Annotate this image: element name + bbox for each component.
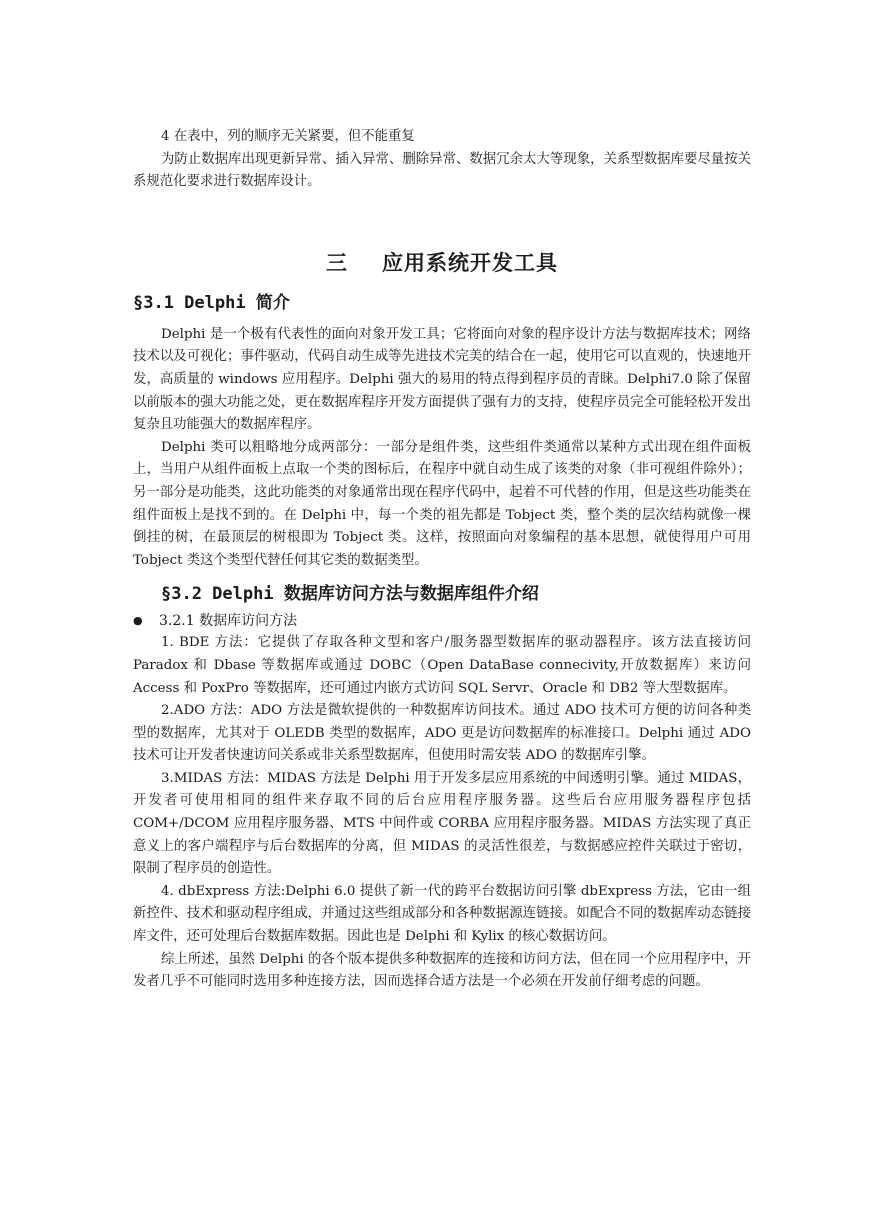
- intro-paragraph-2: 为防止数据库出现更新异常、插入异常、删除异常、数据冗余太大等现象，关系型数据库要尽量按关系规范化要求进行数据库设计。: [133, 151, 751, 190]
- section-3-1-paragraph-1: Delphi 是一个极有代表性的面向对象开发工具；它将面向对象的程序设计方法与数据库技术；网络技术以及可视化；事件驱动，代码自动生成等先进技术完美的结合在一起，使用它可以直观的，快速地开发，高质量的 windows 应用程序。Delphi 强大的易用的特点得到程序员的青睐。Delphi7.0 除了保留以前版本的强大功能之处，更在数据库程序开发方面提供了强有力的支持，使程序员完全可能轻松开发出复杂且功能强大的数据库程序。: [133, 326, 751, 433]
- chapter-number: 三: [326, 250, 348, 275]
- method-item-midas: 3.MIDAS 方法：MIDAS 方法是 Delphi 用于开发多层应用系统的中间透明引擎。通过 MIDAS，开发者可使用相同的组件来存取不同的后台应用程序服务器。这些后台应用服务器程序包括 COM+/DCOM 应用程序服务器、MTS 中间件或 CORBA 应用程序服务器。MIDAS 方法实现了真正意义上的客户端程序与后台数据库的分离，但 MIDAS 的灵活性很差，与数据感应控件关联过于密切，限制了程序员的创造性。: [133, 770, 751, 877]
- subsection-heading: 3.2.1 数据库访问方法: [159, 613, 298, 630]
- method-item-bde: 1. BDE 方法：它提供了存取各种文型和客户/服务器型数据库的驱动器程序。该方法直接访问 Paradox 和 Dbase 等数据库或通过 DOBC（Open DataBase connecivity,开放数据库）来访问 Access 和 PoxPro 等数据库，还可通过内嵌方式访问 SQL Servr、Oracle 和 DB2 等大型数据库。: [133, 635, 751, 696]
- subsection-heading-row: [133, 610, 751, 632]
- method-item-dbexpress: 4. dbExpress 方法:Delphi 6.0 提供了新一代的跨平台数据访问引擎 dbExpress 方法，它由一组新控件、技术和驱动程序组成，并通过这些组成部分和各种数据源连链接。如配合不同的数据库动态链接库文件，还可处理后台数据库数据。因此也是 Delphi 和 Kylix 的核心数据访问。: [133, 883, 751, 945]
- summary-paragraph: 综上所述，虽然 Delphi 的各个版本提供多种数据库的连接和访问方法，但在同一个应用程序中，开发者几乎不可能同时选用多种连接方法，因而选择合适方法是一个必须在开发前仔细考虑的问题。: [133, 951, 751, 990]
- chapter-title: 应用系统开发工具: [382, 250, 558, 275]
- section-heading-3-2: §3.2 Delphi 数据库访问方法与数据库组件介绍: [161, 584, 539, 605]
- intro-paragraph-1: 4 在表中，列的顺序无关紧要，但不能重复: [161, 129, 415, 144]
- method-item-ado: 2.ADO 方法：ADO 方法是微软提供的一种数据库访问技术。通过 ADO 技术可方便的访问各种类型的数据库，尤其对于 OLEDB 类型的数据库，ADO 更是访问数据库的标准接口。Delphi 通过 ADO 技术可让开发者快速访问关系或非关系型数据库，但使用时需安装 ADO 的数据库引擎。: [133, 703, 751, 764]
- section-3-1-paragraph-2: Delphi 类可以粗略地分成两部分：一部分是组件类，这些组件类通常以某种方式出现在组件面板上，当用户从组件面板上点取一个类的图标后，在程序中就自动生成了该类的对象（非可视组件除外）；另一部分是功能类，这此功能类的对象通常出现在程序代码中，起着不可代替的作用，但是这些功能类在组件面板上是找不到的。在 Delphi 中，每一个类的祖先都是 Tobject 类，整个类的层次结构就像一棵倒挂的树，在最顶层的树根即为 Tobject 类。这样，按照面向对象编程的基本思想，就使得用户可用 Tobject 类这个类型代替任何其它类的数据类型。: [133, 439, 751, 568]
- chapter-heading: [133, 194, 751, 290]
- bullet-icon: ●: [133, 614, 143, 628]
- document-page: [133, 126, 751, 994]
- section-heading-3-1: §3.1 Delphi 简介: [133, 292, 290, 313]
